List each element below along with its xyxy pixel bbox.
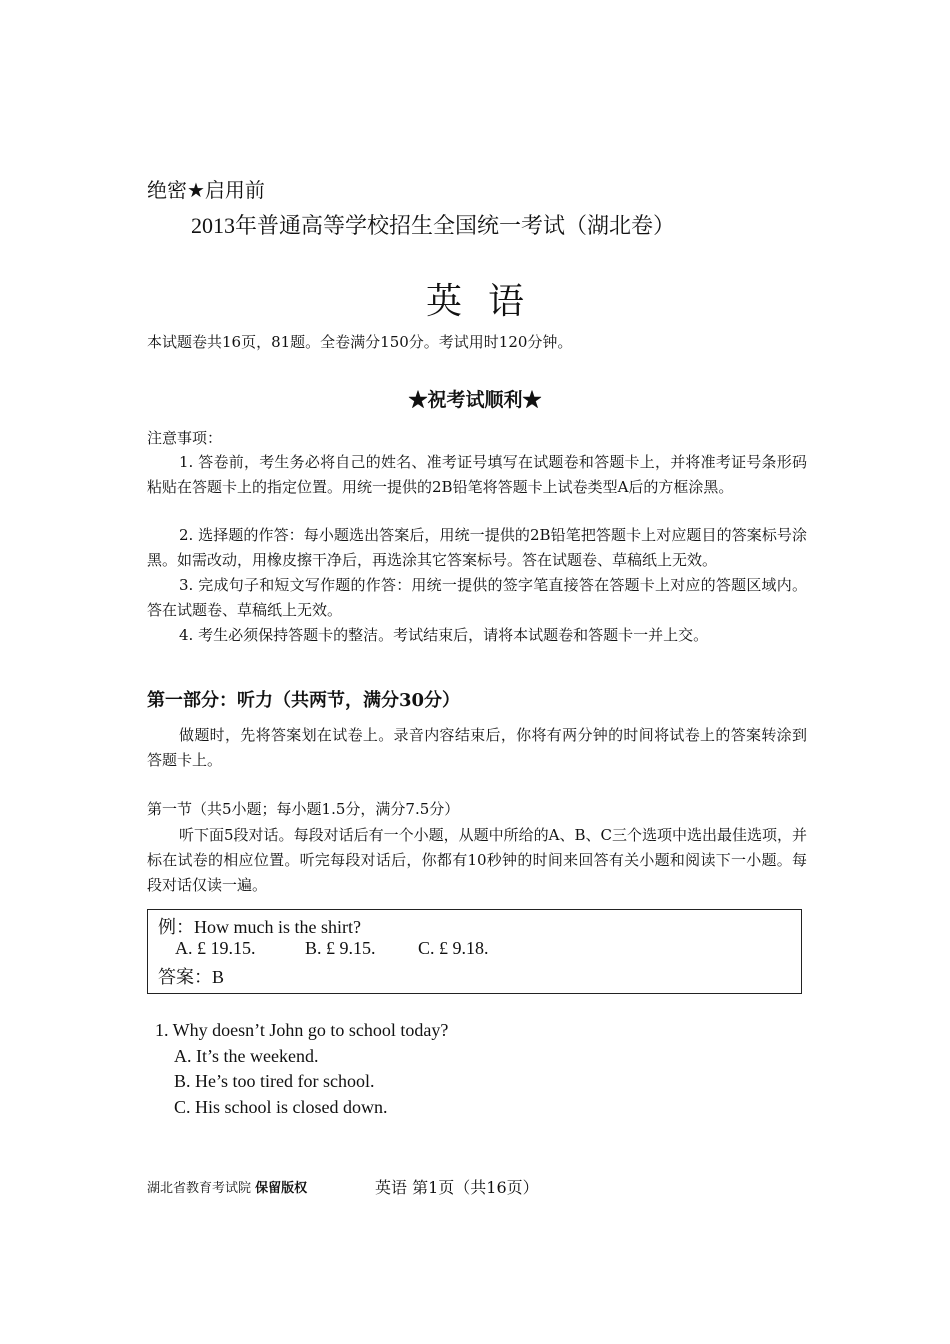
note-item: 1. 答卷前，考生务必将自己的姓名、准考证号填写在试题卷和答题卡上，并将准考证号条形码粘贴在答题卡上的指定位置。用统一提供的2B铅笔将答题卡上试卷类型A后的方框涂黑。 xyxy=(147,453,807,496)
question-1-option-b: B. He’s too tired for school. xyxy=(174,1071,375,1091)
footer-publisher-name: 湖北省教育考试院 xyxy=(147,1181,252,1196)
footer-rights: 保留版权 xyxy=(255,1181,308,1196)
example-question: 例：How much is the shirt? xyxy=(158,917,361,937)
section1-description: 听下面5段对话。每段对话后有一个小题，从题中所给的A、B、C三个选项中选出最佳选项，并标在试卷的相应位置。听完每段对话后，你都有10秒钟的时间来回答有关小题和阅读下一小题。每段对话仅读一遍。 xyxy=(147,826,807,894)
exam-title: 2013年普通高等学校招生全国统一考试（湖北卷） xyxy=(191,213,676,238)
example-option-a: A. £ 19.15. xyxy=(175,938,256,958)
question-1-option-a: A. It’s the weekend. xyxy=(174,1046,319,1066)
footer-page-info: 英语 第1页（共16页） xyxy=(375,1178,539,1197)
exam-summary: 本试题卷共16页，81题。全卷满分150分。考试用时120分钟。 xyxy=(147,333,573,351)
part1-title: 第一部分：听力（共两节，满分30分） xyxy=(147,690,461,711)
note-item: 4. 考生必须保持答题卡的整洁。考试结束后，请将本试题卷和答题卡一并上交。 xyxy=(179,626,709,644)
note-item: 2. 选择题的作答：每小题选出答案后，用统一提供的2B铅笔把答题卡上对应题目的答案标号涂黑。如需改动，用橡皮擦干净后，再选涂其它答案标号。答在试题卷、草稿纸上无效。 xyxy=(147,526,807,569)
example-answer: 答案：B xyxy=(158,967,225,987)
example-option-b: B. £ 9.15. xyxy=(305,938,376,958)
example-box xyxy=(147,909,802,994)
note-item: 3. 完成句子和短文写作题的作答：用统一提供的签字笔直接答在答题卡上对应的答题区域内。答在试题卷、草稿纸上无效。 xyxy=(147,576,807,619)
part1-description: 做题时，先将答案划在试卷上。录音内容结束后，你将有两分钟的时间将试卷上的答案转涂到答题卡上。 xyxy=(147,726,807,769)
question-1-stem: 1. Why doesn’t John go to school today? xyxy=(155,1020,449,1040)
section1-title: 第一节（共5小题；每小题1.5分，满分7.5分） xyxy=(147,800,460,818)
good-luck-banner: ★祝考试顺利★ xyxy=(408,389,542,411)
confidential-label: 绝密★启用前 xyxy=(147,178,265,202)
question-1-option-c: C. His school is closed down. xyxy=(174,1097,388,1117)
notes-heading: 注意事项： xyxy=(147,429,223,447)
footer-publisher xyxy=(147,1177,307,1196)
example-option-c: C. £ 9.18. xyxy=(418,938,489,958)
subject-title: 英语 xyxy=(425,281,550,322)
